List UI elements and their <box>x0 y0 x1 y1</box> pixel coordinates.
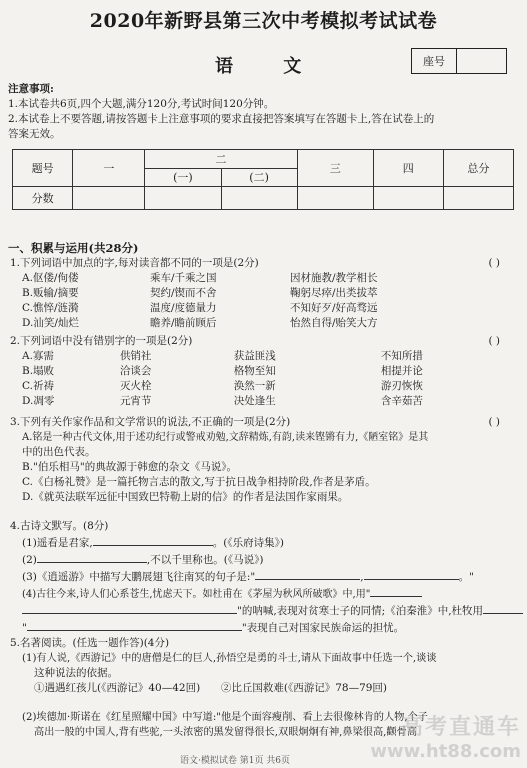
score-cell[interactable] <box>373 187 443 210</box>
instructions-heading: 注意事项: <box>8 83 54 95</box>
option-line: C.《白杨礼赞》是一篇托物言志的散文,写于抗日战争相持阶段,作者是茅盾。 <box>22 476 376 488</box>
instruction-item: 1.本试卷共6页,四个大题,满分120分,考试时间120分钟。 <box>8 98 275 110</box>
page-footer: 语文·模拟试卷 第1页 共6页 <box>180 756 291 766</box>
question-part: 这种说法的依据。 <box>34 667 118 679</box>
option-row: C.憔悴/涟漪 温度/度德量力 不知好歹/好高骛远 <box>22 302 378 314</box>
score-header-total: 总分 <box>443 150 513 187</box>
option-row: A.寡需 供销社 获益匪浅 不知所措 <box>22 350 423 362</box>
score-header-two-a: (一) <box>145 168 221 187</box>
recite-line: "的呐喊,表现对贫寒士子的同情;《泊秦淮》中,杜牧用 <box>10 602 518 619</box>
instructions <box>8 82 518 142</box>
question-4 <box>10 519 518 636</box>
exam-title: 2020年新野县第三次中考模拟考试试卷 <box>89 10 438 32</box>
instruction-item: 2.本试卷上不要答题,请按答题卡上注意事项的要求直接把答案填写在答题卡上,答在试卷上的 <box>8 113 435 125</box>
score-header-three: 三 <box>297 150 373 187</box>
answer-blank[interactable] <box>93 534 213 546</box>
option-row: B.塌败 洽谈会 格物至知 相提并论 <box>22 365 423 377</box>
answer-blank[interactable] <box>27 619 242 631</box>
answer-blank[interactable] <box>22 602 237 614</box>
score-row-label: 分数 <box>13 187 73 210</box>
seat-label: 座号 <box>412 49 457 73</box>
answer-blank[interactable] <box>370 585 422 597</box>
score-header-four: 四 <box>373 150 443 187</box>
score-table <box>12 149 514 210</box>
answer-paren[interactable]: ( ) <box>488 416 500 428</box>
recite-line: (1)遥看是君家, 。(《乐府诗集》) <box>10 534 518 551</box>
answer-blank[interactable] <box>483 602 523 614</box>
question-stem: 4.古诗文默写。(8分) <box>10 520 109 532</box>
score-cell[interactable] <box>145 187 221 210</box>
option-row: B.贩输/摘要 契约/锲而不舍 鞠躬尽瘁/出类拔萃 <box>22 287 378 299</box>
choice-line <box>10 681 518 696</box>
option-row: D.汕笑/灿烂 瞻养/瞻前顾后 怡然自得/贻笑大方 <box>22 317 378 329</box>
question-3 <box>10 415 518 505</box>
question-1 <box>10 256 518 331</box>
site-watermark <box>370 710 521 762</box>
choice-a: ①遇遇红孩儿(《西游记》40—42回) <box>34 682 201 694</box>
question-2 <box>10 334 518 409</box>
choice-b: ②比丘国救难(《西游记》78—79回) <box>220 682 388 694</box>
question-part: 高出一般的中国人,背有些驼,一头浓密的黑发留得很长,双眼炯炯有神,鼻梁很高,颧骨高 <box>34 727 417 738</box>
score-cell[interactable] <box>297 187 373 210</box>
question-stem: 5.名著阅读。(任选一题作答)(4分) <box>10 637 170 649</box>
subject-title: 语 文 <box>215 56 324 77</box>
recite-line: (3)《逍遥游》中描写大鹏展翅飞往南冥的句子是:" , 。" <box>10 568 518 585</box>
option-line: 中的出色代表。 <box>22 446 96 458</box>
watermark-line: www.ht88.com <box>370 741 521 762</box>
question-stem: 1.下列词语中加点的字,每对读音都不同的一项是(2分) ( ) <box>10 257 500 269</box>
answer-blank[interactable] <box>255 568 360 580</box>
answer-blank[interactable] <box>364 568 459 580</box>
answer-paren[interactable]: ( ) <box>488 257 500 269</box>
recite-line: " "表现自己对国家民族命运的担忧。 <box>10 619 518 636</box>
option-line: A.铭是一种古代文体,用于述功纪行或警戒劝勉,文辞精炼,有韵,读来铿锵有力,《陋室铭》是其 <box>22 432 429 443</box>
score-cell[interactable] <box>221 187 297 210</box>
recite-line: (4)古往今来,诗人们心系苍生,忧虑天下。如杜甫在《茅屋为秋风所破歌》中,用" <box>10 585 518 602</box>
watermark-line: 高考直通车 <box>400 715 521 740</box>
score-header-two: 二 <box>145 150 297 169</box>
option-line: B."伯乐相马"的典故源于韩愈的杂文《马说》。 <box>22 461 237 473</box>
answer-paren[interactable]: ( ) <box>488 335 500 347</box>
option-line: D.《就英法联军远征中国致巴特勒上尉的信》的作者是法国作家雨果。 <box>22 491 349 503</box>
instruction-item: 答案无效。 <box>8 128 61 140</box>
option-row: D.凋零 元宵节 决处逢生 含辛茹苦 <box>22 395 423 407</box>
option-row: A.伛偻/佝偻 乘车/千乘之国 因材施教/教学相长 <box>22 272 378 284</box>
option-row: C.祈祷 灭火栓 涣然一新 游刃恢恢 <box>22 380 423 392</box>
seat-number-box <box>411 48 507 74</box>
question-part: (2)埃德加·斯诺在《红星照耀中国》中写道:"他是个面容瘦削、看上去很像林肯的人物,个子 <box>22 712 428 723</box>
seat-number-field[interactable] <box>457 49 506 73</box>
answer-blank[interactable] <box>37 551 147 563</box>
section-heading: 一、积累与运用(共28分) <box>8 241 139 255</box>
score-header-title: 题号 <box>13 150 73 187</box>
question-stem: 2.下列词语中没有错别字的一项是(2分) ( ) <box>10 335 500 347</box>
score-cell[interactable] <box>443 187 513 210</box>
score-cell[interactable] <box>73 187 145 210</box>
recite-line: (2) ,不以千里称也。(《马说》) <box>10 551 518 568</box>
score-header-one: 一 <box>73 150 145 187</box>
question-stem: 3.下列有关作家作品和文学常识的说法,不正确的一项是(2分) ( ) <box>10 416 500 428</box>
question-part: (1)有人说,《西游记》中的唐僧是仁的巨人,孙悟空是勇的斗士,请从下面故事中任选一个,谈谈 <box>22 653 437 664</box>
score-header-two-b: (二) <box>221 168 297 187</box>
